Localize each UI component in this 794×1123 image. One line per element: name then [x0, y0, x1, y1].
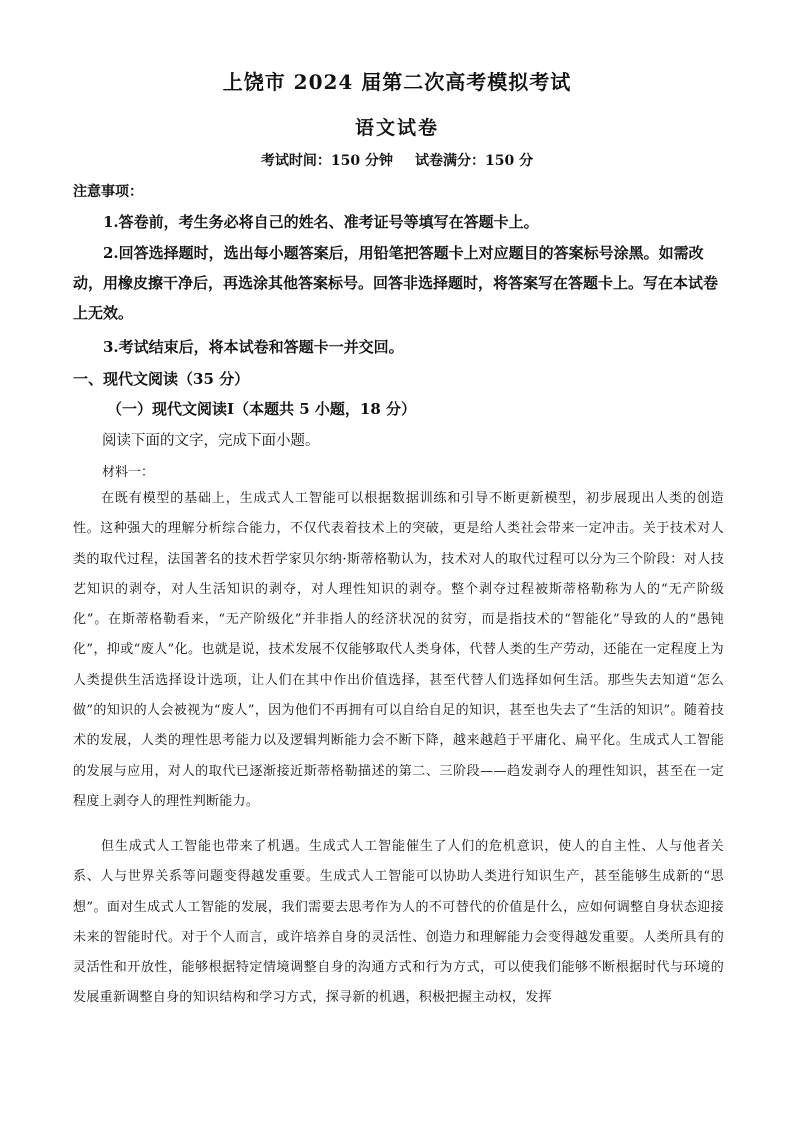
material-paragraph-1: 在既有模型的基础上，生成式人工智能可以根据数据训练和引导不断更新模型，初步展现出人类的创造性。这种强大的理解分析综合能力，不仅代表着技术上的突破，更是给人类社会带来一定冲击。关于技术对人类的取代过程，法国著名的技术哲学家贝尔纳·斯蒂格勒认为，技术对人的取代过程可以分为三个阶段：对人技艺知识的剥夺，对人生活知识的剥夺，对人理性知识的剥夺。整个剥夺过程被斯蒂格勒称为人的“无产阶级化”。在斯蒂格勒看来，“无产阶级化”并非指人的经济状况的贫穷，而是指技术的“智能化”导致的人的“愚钝化”，抑或“废人”化。也就是说，技术发展不仅能够取代人类身体，代替人类的生产劳动，还能在一定程度上为人类提供生活选择设计选项，让人们在其中作出价值选择，甚至代替人们选择如何生活。那些失去知道“怎么做”的知识的人会被视为“废人”，因为他们不再拥有可以自给自足的知识，甚至也失去了“生活的知识”。随着技术的发展，人类的理性思考能力以及逻辑判断能力会不断下降，越来越趋于平庸化、扁平化。生成式人工智能的发展与应用，对人的取代已逐渐接近斯蒂格勒描述的第二、三阶段——趋发剥夺人的理性知识，甚至在一定程度上剥夺人的理性判断能力。 [73, 491, 724, 809]
reading-instruction: 阅读下面的文字，完成下面小题。 [102, 433, 320, 449]
notice-item-2: 2.回答选择题时，选出每小题答案后，用铅笔把答题卡上对应题目的答案标号涂黑。如需改动，用橡皮擦干净后，再选涂其他答案标号。回答非选择题时，将答案写在答题卡上。写在本试卷上无效。 [73, 244, 719, 322]
notice-item-3: 3.考试结束后，将本试卷和答题卡一并交回。 [103, 338, 404, 356]
exam-time: 考试时间：150 分钟 [260, 153, 393, 169]
exam-score: 试卷满分：150 分 [415, 153, 534, 169]
section-heading: 一、现代文阅读（35 分） [73, 370, 250, 388]
exam-subtitle: 语文试卷 [354, 117, 439, 139]
notice-heading: 注意事项： [73, 184, 143, 200]
material-paragraph-2: 但生成式人工智能也带来了机遇。生成式人工智能催生了人们的危机意识，使人的自主性、人与他者关系、人与世界关系等问题变得越发重要。生成式人工智能可以协助人类进行知识生产，甚至能够生成新的“思想”。面对生成式人工智能的发展，我们需要去思考作为人的不可替代的价值是什么，应如何调整自身状态迎接未来的智能时代。对于个人而言，或许培养自身的灵活性、创造力和理解能力会变得越发重要。人类所具有的灵活性和开放性，能够根据特定情境调整自身的沟通方式和行为方式，可以使我们能够不断根据时代与环境的发展重新调整自身的知识结构和学习方式，探寻新的机遇，积极把握主动权，发挥 [73, 839, 724, 1006]
material-label: 材料一： [102, 465, 155, 480]
exam-title: 上饶市 2024 届第二次高考模拟考试 [222, 70, 572, 94]
exam-meta [0, 150, 794, 170]
section-subheading: （一）现代文阅读Ⅰ（本题共 5 小题，18 分） [107, 400, 416, 418]
notice-item-1: 1.答卷前，考生务必将自己的姓名、准考证号等填写在答题卡上。 [103, 213, 539, 231]
